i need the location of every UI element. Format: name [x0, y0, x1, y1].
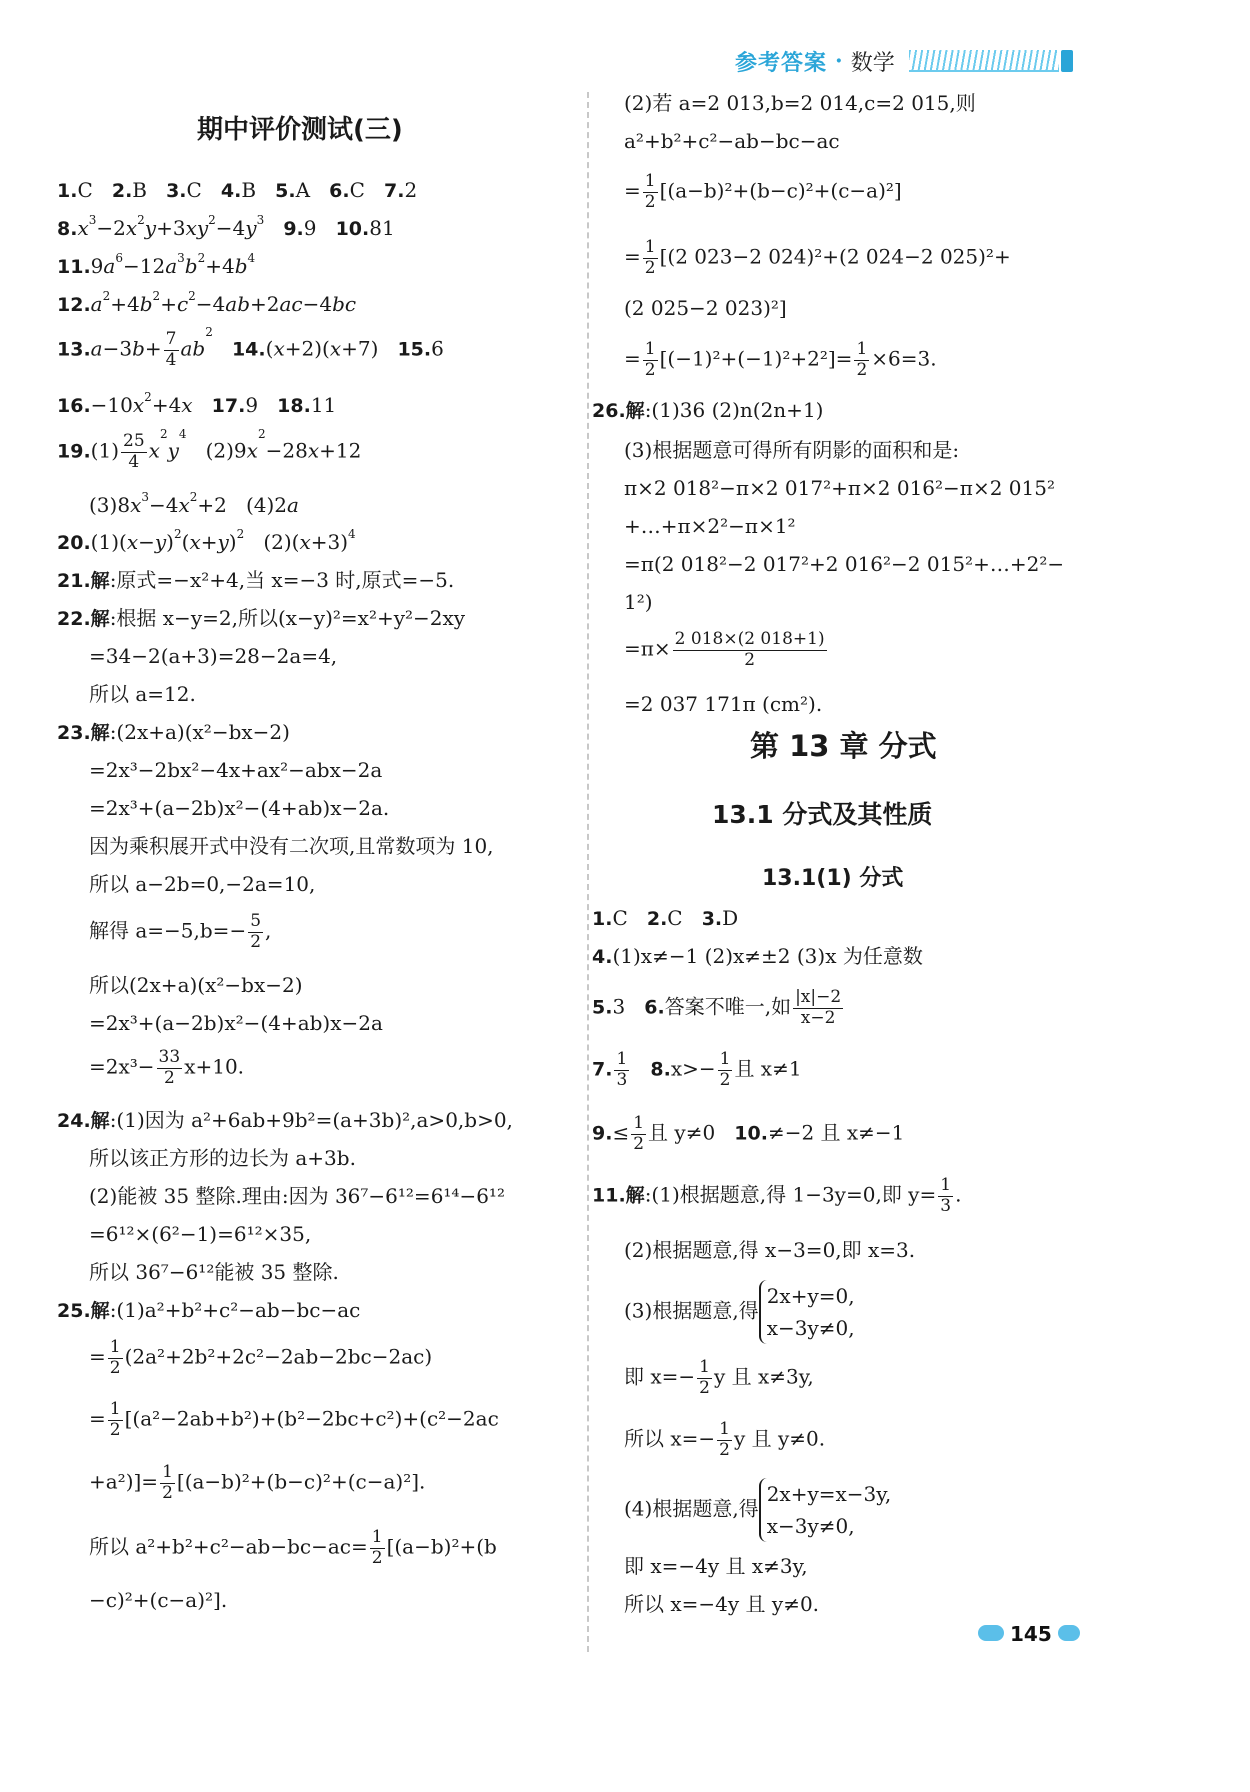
answer-24-line4: =6¹²×(6²−1)=6¹²×35, — [89, 1222, 312, 1246]
header-end-block — [1061, 50, 1073, 72]
answers-13-15: 13.a−3b+ $\frac{7}{4}$ $ab^2$ 14.(x+2)(x+7) 15.6 — [57, 325, 444, 370]
answers-9-10: 9.≤ $\frac{1}{2}$ 且 y≠0 10.≠−2 且 x≠−1 — [592, 1113, 905, 1154]
header-answer-label: 参考答案 — [735, 50, 828, 76]
answer-26-line6: 1²) — [624, 590, 653, 614]
answer-21: 21.解:原式=−x²+4,当 x=−3 时,原式=−5. — [57, 568, 455, 592]
section-title: 13.1 分式及其性质 — [712, 800, 933, 829]
answer-23-line9: =2x³− $\frac{33}{2}$ x+10. — [89, 1047, 245, 1088]
answer-23-line5: 所以 a−2b=0,−2a=10, — [89, 872, 316, 896]
column-divider — [587, 92, 589, 1652]
header-banner — [735, 44, 1130, 78]
answer-23-line8: =2x³+(a−2b)x²−(4+ab)x−2a — [89, 1011, 383, 1035]
answers-7-8: 7. $\frac{1}{3}$ 8.x>− $\frac{1}{2}$ 且 x≠1 — [592, 1049, 802, 1090]
subsection-title: 13.1(1) 分式 — [762, 866, 904, 891]
answer-11-line2: (2)根据题意,得 x−3=0,即 x=3. — [624, 1238, 916, 1262]
answer-11-line8: 所以 x=−4y 且 y≠0. — [624, 1592, 820, 1616]
header-subject: 数学 — [850, 50, 895, 76]
answers-16-18: $16.-10x^2+4x$ 17.9 18.11 — [57, 390, 337, 417]
answer-26-line4: +…+π×2²−π×1² — [624, 514, 796, 538]
answer-11-line4: 即 x=− $\frac{1}{2}$ y 且 x≠3y, — [624, 1357, 814, 1398]
page-number: 145 — [1010, 1622, 1052, 1646]
answer-23-line3: =2x³+(a−2b)x²−(4+ab)x−2a. — [89, 796, 390, 820]
answer-25-part2-line3: = $\frac{1}{2}$ [(a−b)²+(b−c)²+(c−a)²] — [624, 171, 902, 212]
answer-25-part2-line2: a²+b²+c²−ab−bc−ac — [624, 129, 840, 153]
answer-26-line1: 26.解:(1)36 (2)n(2n+1) — [592, 398, 824, 422]
answer-11-line5: 所以 x=− $\frac{1}{2}$ y 且 y≠0. — [624, 1419, 826, 1460]
answers-1-7: 1.C 2.B 3.C 4.B 5.A 6.C 7.2 — [57, 178, 418, 202]
answer-26-line3: π×2 018²−π×2 017²+π×2 016²−π×2 015² — [624, 476, 1055, 500]
answers-5-6: 5.3 6.答案不唯一,如 $\frac{|x|-2}{x-2}$ — [592, 987, 842, 1028]
answer-23-line7: 所以(2x+a)(x²−bx−2) — [89, 973, 303, 997]
answer-12: $12.a^2+4b^2+c^2-4ab+2ac-4bc$ — [57, 289, 357, 316]
answer-25-part2-line6: = $\frac{1}{2}$ [(−1)²+(−1)²+2²]= $\frac{1}{2}$ ×6=3. — [624, 339, 937, 380]
header-dot: · — [835, 48, 843, 74]
answer-23-line6: 解得 a=−5,b=− $\frac{5}{2}$ , — [89, 911, 272, 952]
exam-title: 期中评价测试(三) — [197, 115, 403, 145]
answer-11-line7: 即 x=−4y 且 x≠3y, — [624, 1554, 808, 1578]
answer-25-line4: +a²)]= $\frac{1}{2}$ [(a−b)²+(b−c)²+(c−a)²]. — [89, 1462, 426, 1503]
answer-25-line2: = $\frac{1}{2}$ (2a²+2b²+2c²−2ab−2bc−2ac) — [89, 1337, 433, 1378]
answer-26-line5: =π(2 018²−2 017²+2 016²−2 015²+…+2²− — [624, 552, 1065, 576]
answer-25-part2-line4: = $\frac{1}{2}$ [(2 023−2 024)²+(2 024−2 025)²+ — [624, 237, 1011, 278]
answer-22-line2: =34−2(a+3)=28−2a=4, — [89, 644, 338, 668]
answers-8-10: $8.x^3-2x^2y+3xy^2-4y^3$ 9.9 10.81 — [57, 213, 395, 240]
answer-25-part2-line1: (2)若 a=2 013,b=2 014,c=2 015,则 — [624, 91, 976, 115]
answer-25-line5: 所以 a²+b²+c²−ab−bc−ac= $\frac{1}{2}$ [(a−b)²+(b — [89, 1527, 497, 1568]
page-number-left-dot — [978, 1625, 1004, 1641]
answer-19-part2: $(3)8x^3-4x^2+2$ (4)2a — [89, 490, 299, 517]
answers-1-3: 1.C 2.C 3.D — [592, 906, 739, 930]
answer-11-line6: (4)根据题意,得 2x+y=x−3y, x−3y≠0, — [624, 1478, 891, 1542]
answer-22-line3: 所以 a=12. — [89, 682, 196, 706]
answer-25-line1: 25.解:(1)a²+b²+c²−ab−bc−ac — [57, 1298, 361, 1322]
answer-11-line1: 11.解:(1)根据题意,得 1−3y=0,即 y= $\frac{1}{3}$ . — [592, 1175, 962, 1216]
answer-20: $20.(1)(x-y)^2(x+y)^2$ $(2)(x+3)^4$ — [57, 527, 356, 554]
answer-26-line2: (3)根据题意可得所有阴影的面积和是: — [624, 438, 960, 462]
answer-26-line8: =2 037 171π (cm²). — [624, 692, 823, 716]
answer-25-part2-line5: (2 025−2 023)²] — [624, 296, 787, 320]
answer-24-line5: 所以 36⁷−6¹²能被 35 整除. — [89, 1260, 339, 1284]
answer-11-line3: (3)根据题意,得 2x+y=0, x−3y≠0, — [624, 1280, 855, 1344]
chapter-title: 第 13 章 分式 — [750, 729, 937, 763]
answer-25-line6: −c)²+(c−a)²]. — [89, 1588, 228, 1612]
header-stripes — [909, 50, 1059, 72]
answer-23-line4: 因为乘积展开式中没有二次项,且常数项为 10, — [89, 834, 494, 858]
answer-24-line1: 24.解:(1)因为 a²+6ab+9b²=(a+3b)²,a>0,b>0, — [57, 1108, 513, 1132]
answer-23-line1: 23.解:(2x+a)(x²−bx−2) — [57, 720, 290, 744]
answer-24-line3: (2)能被 35 整除.理由:因为 36⁷−6¹²=6¹⁴−6¹² — [89, 1184, 505, 1208]
page-number-right-dot — [1058, 1625, 1080, 1641]
answer-26-line7: =π× $\frac{2 018\times(2 018+1)}{2}$ — [624, 629, 825, 670]
answer-4: 4.(1)x≠−1 (2)x≠±2 (3)x 为任意数 — [592, 944, 923, 968]
answer-19-part1: 19.(1) $\frac{25}{4}$ $x^2y^4$ $(2)9x^2-28x+12$ — [57, 427, 362, 472]
answer-24-line2: 所以该正方形的边长为 a+3b. — [89, 1146, 356, 1170]
answer-11: $11.9a^6-12a^3b^2+4b^4$ — [57, 251, 256, 278]
answer-23-line2: =2x³−2bx²−4x+ax²−abx−2a — [89, 758, 383, 782]
answer-25-line3: = $\frac{1}{2}$ [(a²−2ab+b²)+(b²−2bc+c²)+(c²−2ac — [89, 1399, 499, 1440]
answer-22-line1: 22.解:根据 x−y=2,所以(x−y)²=x²+y²−2xy — [57, 606, 466, 630]
